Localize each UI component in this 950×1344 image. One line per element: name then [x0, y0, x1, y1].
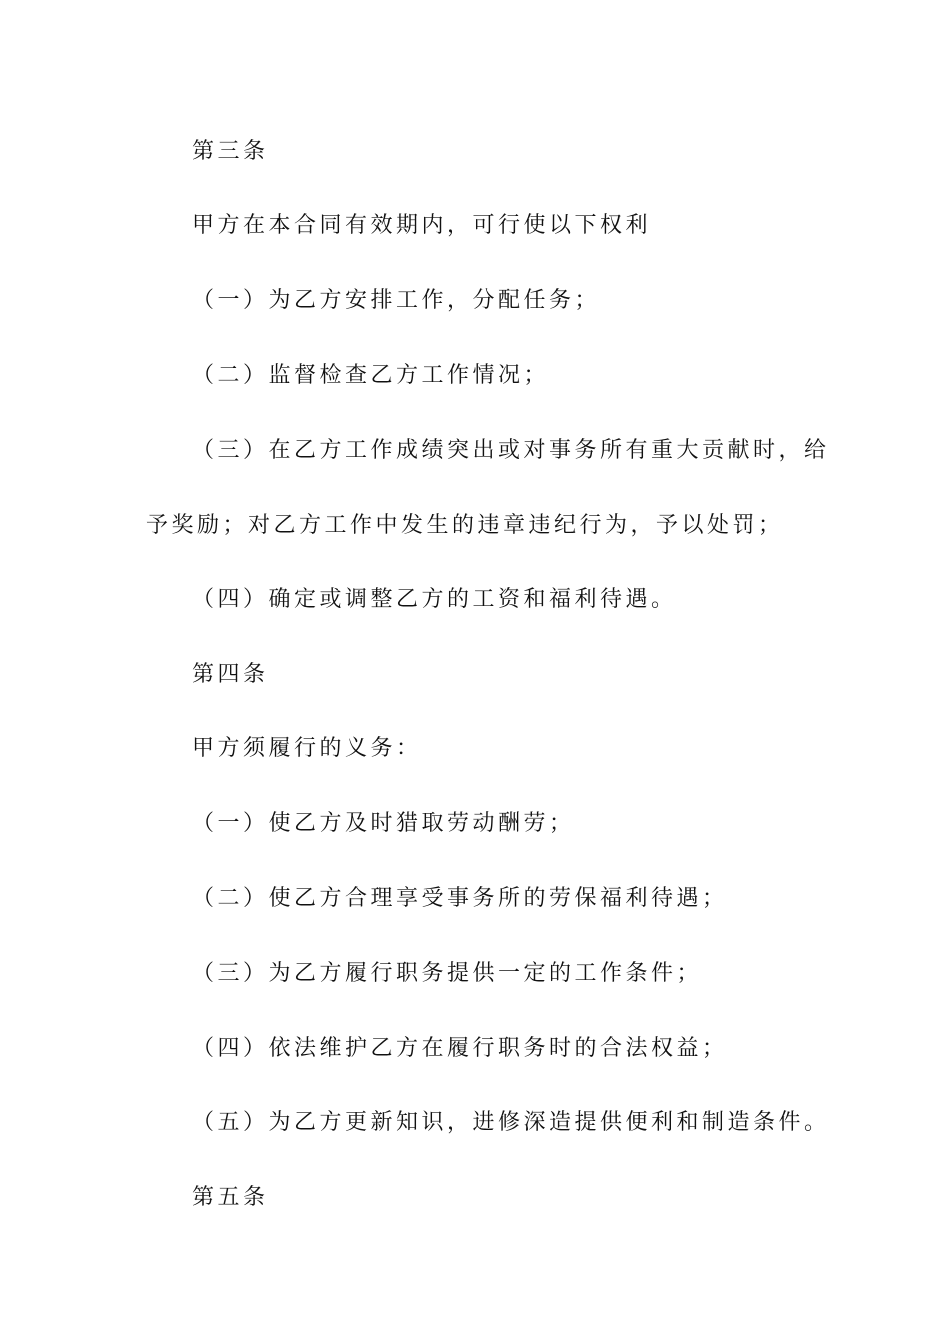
article-4-item-4: （四）依法维护乙方在履行职务时的合法权益；	[192, 1036, 728, 1061]
article-4-item-2: （二）使乙方合理享受事务所的劳保福利待遇；	[192, 886, 728, 911]
article-3-heading: 第三条	[192, 139, 269, 164]
article-4-intro: 甲方须履行的义务：	[192, 736, 422, 761]
article-3-intro: 甲方在本合同有效期内，可行使以下权利	[192, 213, 652, 238]
article-3-item-2: （二）监督检查乙方工作情况；	[192, 363, 550, 388]
article-3-item-3-line-1: （三）在乙方工作成绩突出或对事务所有重大贡献时，给	[192, 438, 830, 463]
article-4-item-5: （五）为乙方更新知识，进修深造提供便利和制造条件。	[192, 1110, 830, 1135]
article-4-heading: 第四条	[192, 662, 269, 687]
article-5-heading: 第五条	[192, 1185, 269, 1210]
article-4-item-3: （三）为乙方履行职务提供一定的工作条件；	[192, 961, 703, 986]
article-3-item-3-line-2: 予奖励；对乙方工作中发生的违章违纪行为，予以处罚；	[146, 513, 784, 538]
article-3-item-1: （一）为乙方安排工作，分配任务；	[192, 288, 601, 313]
article-3-item-4: （四）确定或调整乙方的工资和福利待遇。	[192, 587, 677, 612]
article-4-item-1: （一）使乙方及时猎取劳动酬劳；	[192, 811, 575, 836]
